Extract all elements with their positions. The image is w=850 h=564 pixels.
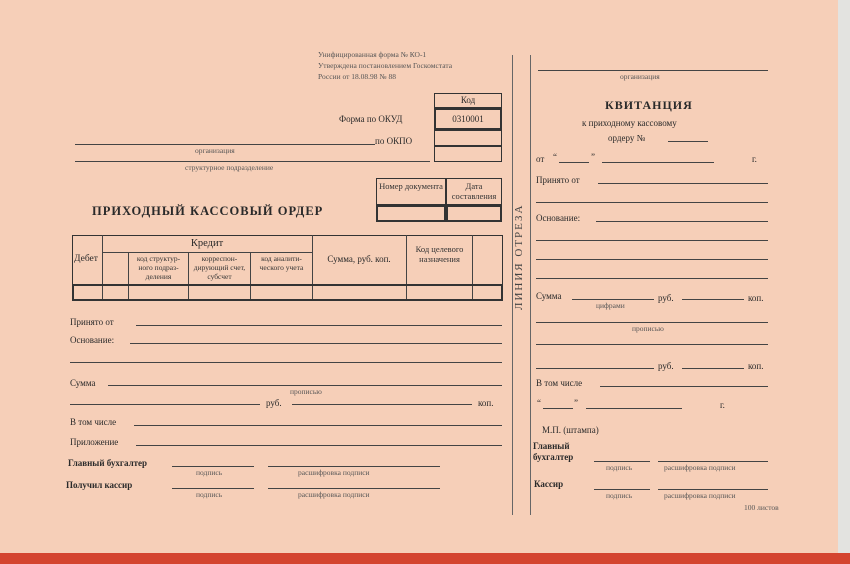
receipt-cashier-signature-caption: подпись [606,491,633,500]
receipt-figures-caption: цифрами [596,301,625,310]
receipt-year-label-2: г. [720,400,725,410]
basis-label: Основание: [70,335,115,345]
receipt-accepted-from-line-2[interactable] [536,202,768,203]
credit-divider [102,252,312,253]
receipt-stamp-label: М.П. (штампа) [542,425,599,435]
receipt-basis-line-3[interactable] [536,259,768,260]
okpo-extra-cell[interactable] [434,146,502,162]
receipt-cashier-decode-line[interactable] [658,489,768,490]
cashier-signature-line[interactable] [172,488,254,489]
receipt-accepted-from-label: Принято от [536,175,580,185]
receipt-basis-line-4[interactable] [536,278,768,279]
receipt-rub-label-2: руб. [658,361,674,371]
sum-line-2[interactable] [70,404,260,405]
attachment-label: Приложение [70,437,119,447]
receipt-from-label: от [536,154,545,164]
receipt-cashier-label: Кассир [534,479,564,489]
receipt-chief-label-2: бухгалтер [533,452,574,462]
col-corr-account-header: корреспон- дирующий счет, субсчет [193,254,246,281]
chief-signature-line[interactable] [172,466,254,467]
receipt-sum-figures-line[interactable] [572,299,654,300]
accepted-from-label: Принято от [70,317,114,327]
receipt-day-line[interactable] [559,162,589,163]
receipt-sum-words-line-2[interactable] [536,344,768,345]
receipt-sum-words-line-3[interactable] [536,368,654,369]
okpo-value-cell[interactable] [434,130,502,146]
cut-line-right [530,55,531,515]
kop-label: коп. [478,398,494,408]
chief-decode-line[interactable] [268,466,440,467]
receipt-chief-signature-caption: подпись [606,463,633,472]
cashier-received-label: Получил кассир [66,480,133,490]
receipt-kop-line-1[interactable] [682,299,744,300]
attachment-line[interactable] [136,445,502,446]
russia-date-label: России от 18.08.98 № 88 [318,72,396,81]
okud-label: Форма по ОКУД [339,114,403,124]
organization-line[interactable] [75,144,375,145]
order-title: ПРИХОДНЫЙ КАССОВЫЙ ОРДЕР [92,204,324,218]
chief-signature-caption: подпись [196,468,223,477]
cut-line-label: ЛИНИЯ ОТРЕЗА [513,203,525,310]
receipt-month-line[interactable] [602,162,714,163]
including-label: В том числе [70,417,117,427]
page-edge-right [838,0,850,564]
doc-number-label: Номер документа [379,181,443,191]
doc-date-header [446,178,502,205]
receipt-title: КВИТАНЦИЯ [605,98,693,112]
receipt-organization-line[interactable] [538,70,768,71]
receipt-month-line-2[interactable] [586,408,682,409]
receipt-kop-label-2: коп. [748,361,764,371]
cashier-decode-caption: расшифровка подписи [298,490,370,499]
receipt-kop-label-1: коп. [748,293,764,303]
receipt-rub-label-1: руб. [658,293,674,303]
col-analytic-header: код аналити- ческого учета [259,254,304,272]
receipt-cashier-decode-caption: расшифровка подписи [664,491,736,500]
including-line[interactable] [134,425,502,426]
receipt-chief-decode-line[interactable] [658,461,768,462]
doc-date-label: Дата составления [451,181,497,201]
receipt-words-caption: прописью [632,324,664,333]
unified-form-label: Унифицированная форма № КО-1 [318,50,427,59]
receipt-basis-label: Основание: [536,213,581,223]
receipt-year-label: г. [752,154,757,164]
accounting-table-row[interactable] [72,284,503,301]
subdivision-line[interactable] [75,161,430,162]
rub-label: руб. [266,398,282,408]
sum-words-line[interactable] [108,385,502,386]
receipt-chief-decode-caption: расшифровка подписи [664,463,736,472]
receipt-basis-line-1[interactable] [596,221,768,222]
organization-caption: организация [195,146,235,155]
receipt-day-line-2[interactable] [543,408,573,409]
debit-header: Дебет [74,254,98,264]
receipt-basis-line-2[interactable] [536,240,768,241]
receipt-subtitle-1: к приходному кассовому [582,118,677,128]
quote-mark: ” [574,398,578,408]
basis-line-2[interactable] [70,362,502,363]
receipt-kop-line-2[interactable] [682,368,744,369]
quote-mark: “ [553,152,557,162]
okud-value: 0310001 [452,114,484,124]
kod-label: Код [460,95,476,105]
receipt-sum-words-line[interactable] [536,322,768,323]
receipt-sum-label: Сумма [536,291,562,301]
receipt-including-line[interactable] [600,386,768,387]
page-edge-bottom [0,553,850,564]
receipt-accepted-from-line-1[interactable] [598,183,768,184]
doc-number-header [376,178,446,205]
col-sum-header: Сумма, руб. коп. [327,254,391,264]
doc-date-input[interactable] [446,205,502,222]
kop-line[interactable] [292,404,472,405]
receipt-chief-label-1: Главный [533,441,570,451]
sum-words-caption: прописью [290,387,322,396]
credit-header: Кредит [190,238,224,249]
chief-decode-caption: расшифровка подписи [298,468,370,477]
basis-line-1[interactable] [130,343,502,344]
quote-mark: “ [537,398,541,408]
receipt-cashier-signature-line[interactable] [594,489,650,490]
cashier-decode-line[interactable] [268,488,440,489]
receipt-order-number-line[interactable] [668,141,708,142]
okud-value-cell[interactable] [434,108,502,130]
chief-accountant-label: Главный бухгалтер [68,458,148,468]
receipt-including-label: В том числе [536,378,583,388]
kod-header-cell [434,93,502,108]
subdivision-caption: структурное подразделение [185,163,274,172]
receipt-subtitle-2: ордеру № [608,133,646,143]
cashier-signature-caption: подпись [196,490,223,499]
receipt-chief-signature-line[interactable] [594,461,650,462]
approved-label: Утверждена постановлением Госкомстата [318,61,453,70]
col-subdivision-header: код структур- ного подраз- деления [136,254,181,281]
receipt-organization-caption: организация [620,72,660,81]
receipt-footer-note: 100 листов [744,503,779,512]
quote-mark: ” [591,152,595,162]
sum-label: Сумма [70,378,96,388]
accepted-from-line[interactable] [136,325,502,326]
doc-number-input[interactable] [376,205,446,222]
okpo-label: по ОКПО [375,136,413,146]
col-purpose-header: Код целевого назначения [415,244,464,264]
